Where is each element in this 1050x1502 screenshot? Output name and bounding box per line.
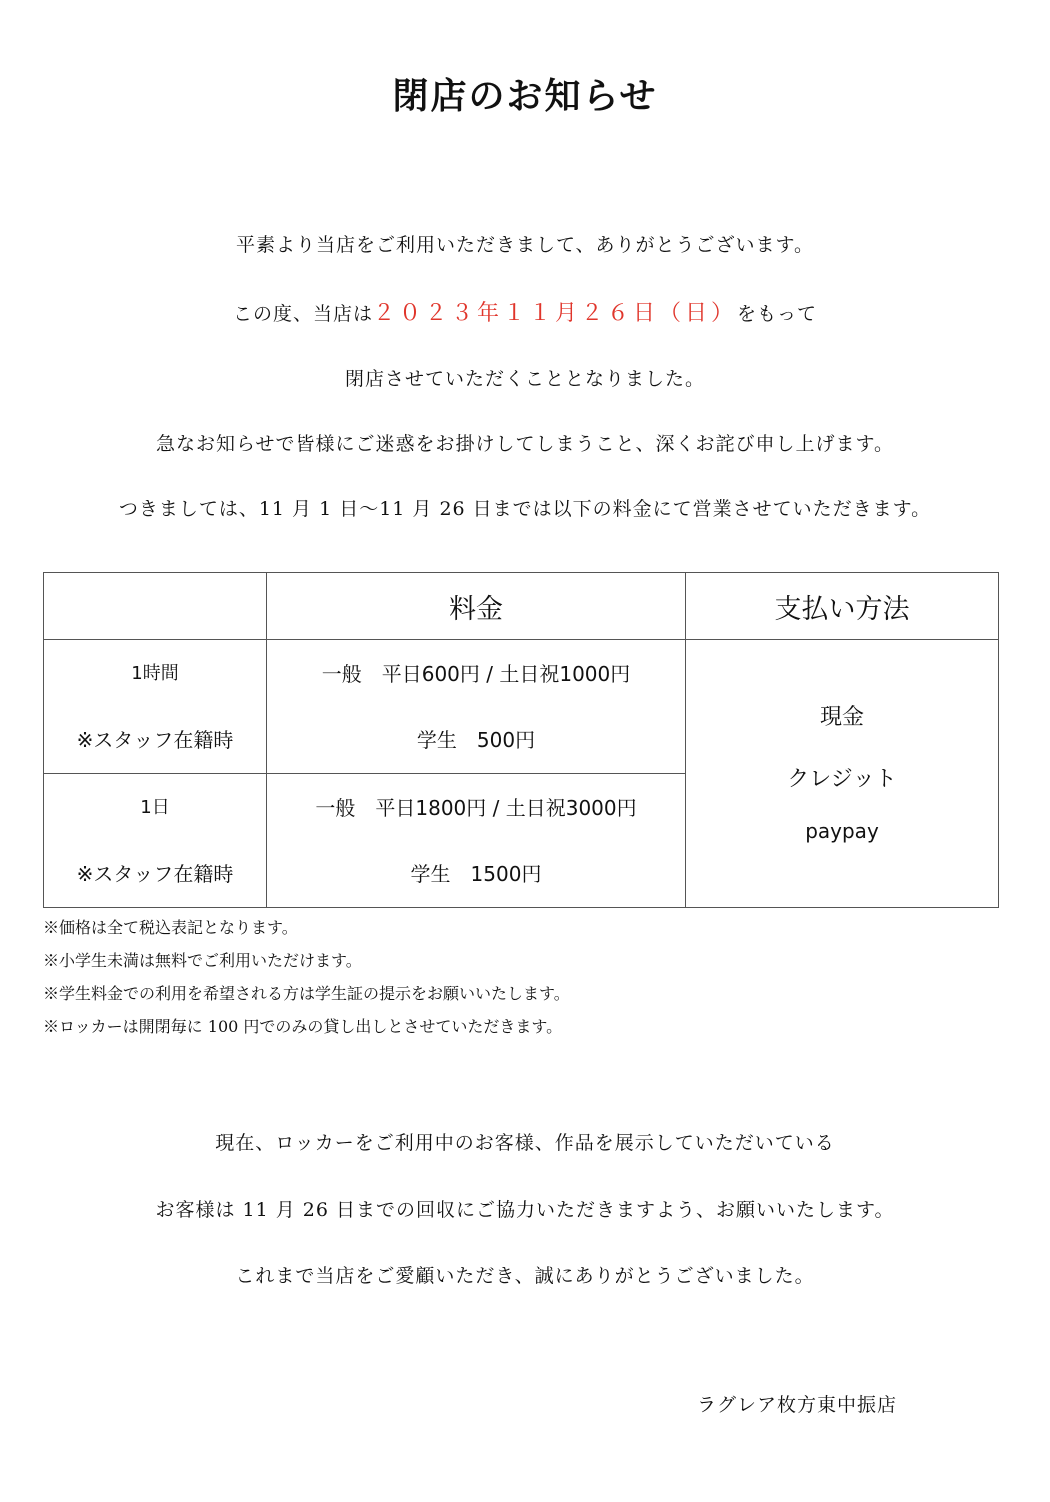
closing-line-2: 閉店させていただくこととなりました。 xyxy=(344,368,705,390)
closing-prefix: この度、当店は xyxy=(232,303,373,325)
payment-methods xyxy=(686,640,999,908)
student-fee: 学生 500円 xyxy=(416,727,536,752)
greeting-text: 平素より当店をご利用いただきまして、ありがとうございます。 xyxy=(235,234,815,256)
closing-suffix: をもって xyxy=(737,303,818,325)
notes-list xyxy=(43,914,570,1046)
row-label: 1日 xyxy=(140,796,170,818)
row-label-hour xyxy=(44,640,267,774)
row-fee-day xyxy=(267,774,686,908)
table-header-row xyxy=(44,573,999,640)
outro-line-2: お客様は 11 月 26 日までの回収にご協力いただきますよう、お願いいたします。 xyxy=(155,1199,895,1221)
payment-cash: 現金 xyxy=(819,704,864,730)
fee-table xyxy=(43,572,999,908)
store-signature: ラグレア枚方東中振店 xyxy=(697,1394,898,1416)
row-label-note: ※スタッフ在籍時 xyxy=(76,727,234,752)
payment-paypay: paypay xyxy=(805,818,879,843)
general-fee: 一般 平日1800円 / 土日祝3000円 xyxy=(315,795,637,820)
row-fee-hour xyxy=(267,640,686,774)
header-payment: 支払い方法 xyxy=(686,573,999,640)
header-empty xyxy=(44,573,267,640)
payment-credit: クレジット xyxy=(787,766,897,792)
note-item: ※価格は全て税込表記となります。 xyxy=(43,918,298,937)
outro-line-1: 現在、ロッカーをご利用中のお客様、作品を展示していただいている xyxy=(215,1132,835,1154)
row-label: 1時間 xyxy=(131,662,179,684)
row-label-day xyxy=(44,774,267,908)
closing-date-line xyxy=(0,296,1050,327)
general-fee: 一般 平日600円 / 土日祝1000円 xyxy=(321,661,631,686)
table-row xyxy=(44,640,999,774)
note-item: ※学生料金での利用を希望される方は学生証の提示をお願いいたします。 xyxy=(43,984,570,1003)
note-item: ※小学生未満は無料でご利用いただけます。 xyxy=(43,951,362,970)
period-text: つきましては、11 月 1 日〜11 月 26 日までは以下の料金にて営業させていただきます。 xyxy=(118,498,932,520)
apology-text: 急なお知らせで皆様にご迷惑をお掛けしてしまうこと、深くお詫び申し上げます。 xyxy=(156,433,894,455)
student-fee: 学生 1500円 xyxy=(410,861,542,886)
row-label-note: ※スタッフ在籍時 xyxy=(76,861,234,886)
header-fee: 料金 xyxy=(267,573,686,640)
note-item: ※ロッカーは開閉毎に 100 円でのみの貸し出しとさせていただきます。 xyxy=(43,1017,563,1036)
outro-line-3: これまで当店をご愛顧いただき、誠にありがとうございました。 xyxy=(235,1265,815,1287)
closing-date: ２０２３年１１月２６日（日） xyxy=(372,301,737,326)
page-title: 閉店のお知らせ xyxy=(392,75,658,117)
